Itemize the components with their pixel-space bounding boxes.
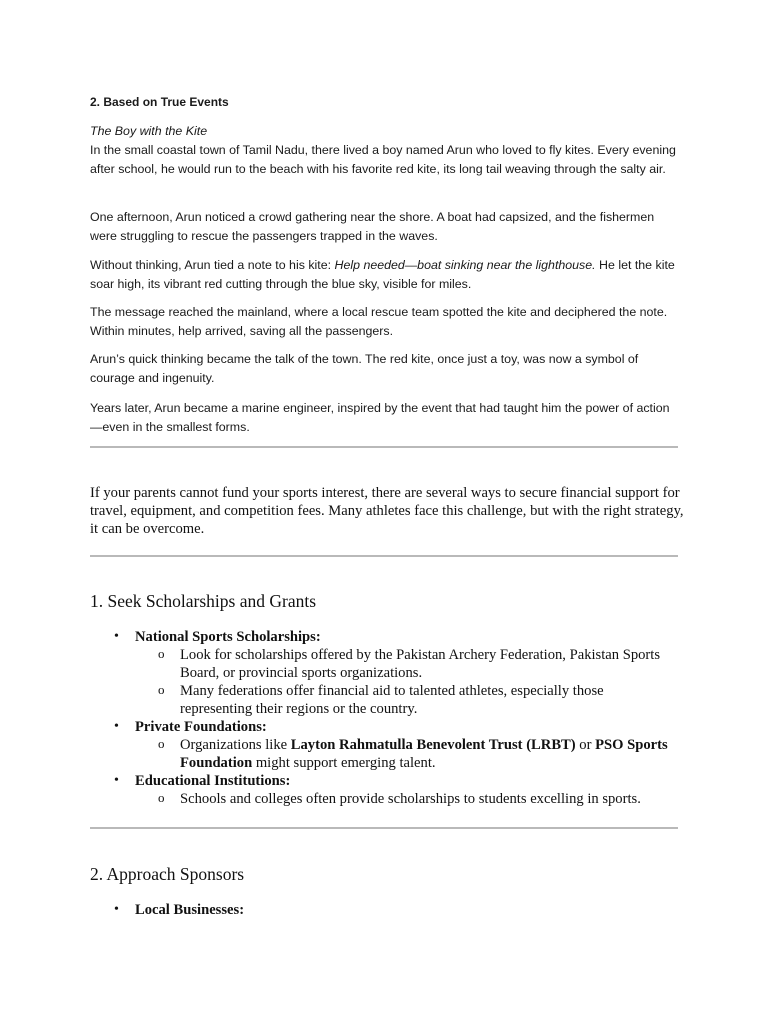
list-item-label: Local Businesses: xyxy=(135,902,245,918)
sub-list-item-text: Schools and colleges often provide scholarships to students excelling in sports. xyxy=(180,791,641,807)
story-paragraph-4: The message reached the mainland, where a local rescue team spotted the kite and deciphered the note. Within minutes, help arrived, saving all the passengers. xyxy=(90,305,668,338)
circle-bullet-icon: o xyxy=(158,682,165,697)
story-p3-text: Without thinking, Arun tied a note to his kite: xyxy=(90,258,335,272)
text-segment: or xyxy=(575,737,596,753)
sub-list-item xyxy=(90,790,678,808)
circle-bullet-icon: o xyxy=(158,790,165,805)
sub-list-item xyxy=(90,646,678,682)
text-segment: Organizations like xyxy=(180,737,291,753)
story-paragraph-2: One afternoon, Arun noticed a crowd gathering near the shore. A boat had capsized, and the fishermen were struggling to rescue the passengers trapped in the waves. xyxy=(90,210,655,243)
org-name-lrbt: Layton Rahmatulla Benevolent Trust (LRBT) xyxy=(290,737,576,753)
sub-list-item xyxy=(90,736,678,772)
list-item xyxy=(90,628,678,646)
story-p3-text-end: He let the kite soar high, its vibrant red cutting through the blue sky, visible for miles. xyxy=(90,258,675,291)
horizontal-divider xyxy=(90,446,678,448)
story-p3-note: Help needed—boat sinking near the lighthouse. xyxy=(334,258,596,272)
list-item-label: Educational Institutions: xyxy=(135,773,291,789)
bullet-icon: • xyxy=(114,719,119,734)
sub-list-item-text xyxy=(180,737,668,771)
story-paragraph-5: Arun’s quick thinking became the talk of the town. The red kite, once just a toy, was now a symbol of courage and ingenuity. xyxy=(90,352,639,385)
section-heading-sponsors: 2. Approach Sponsors xyxy=(90,864,245,884)
bullet-icon: • xyxy=(114,902,119,917)
sub-list-item-text: Many federations offer financial aid to talented athletes, especially those representing their regions or the country. xyxy=(180,683,604,717)
list-item xyxy=(90,901,678,919)
advice-intro: If your parents cannot fund your sports interest, there are several ways to secure financial support for travel, equipment, and competition fees. Many athletes face this challenge, but with the right strategy, it can be overcome. xyxy=(90,485,684,537)
list-item-label: Private Foundations: xyxy=(135,719,267,735)
list-item-label: National Sports Scholarships: xyxy=(135,629,321,645)
scholarships-list xyxy=(90,628,678,808)
sub-list-item xyxy=(90,682,678,718)
horizontal-divider xyxy=(90,827,678,829)
circle-bullet-icon: o xyxy=(158,736,165,751)
story-heading: 2. Based on True Events xyxy=(90,95,229,109)
story-paragraph-1: In the small coastal town of Tamil Nadu, there lived a boy named Arun who loved to fly kites. Every evening after school, he would run to the beach with his favorite red kite, its long tail weaving through the salty air. xyxy=(90,143,676,176)
story-paragraph-6: Years later, Arun became a marine engineer, inspired by the event that had taught him the power of action—even in the smallest forms. xyxy=(90,401,670,434)
list-item xyxy=(90,718,678,736)
sponsors-list xyxy=(90,901,678,919)
bullet-icon: • xyxy=(114,773,119,788)
section-heading-scholarships: 1. Seek Scholarships and Grants xyxy=(90,591,317,611)
text-segment: might support emerging talent. xyxy=(252,755,436,771)
org-name-pso: PSO Sports Foundation xyxy=(180,737,668,771)
story-title: The Boy with the Kite xyxy=(90,124,208,138)
story-paragraph-3 xyxy=(90,256,678,294)
bullet-icon: • xyxy=(114,629,119,644)
horizontal-divider xyxy=(90,555,678,557)
sub-list-item-text: Look for scholarships offered by the Pakistan Archery Federation, Pakistan Sports Board, or provincial sports organizations. xyxy=(180,647,661,681)
circle-bullet-icon: o xyxy=(158,646,165,661)
list-item xyxy=(90,772,678,790)
